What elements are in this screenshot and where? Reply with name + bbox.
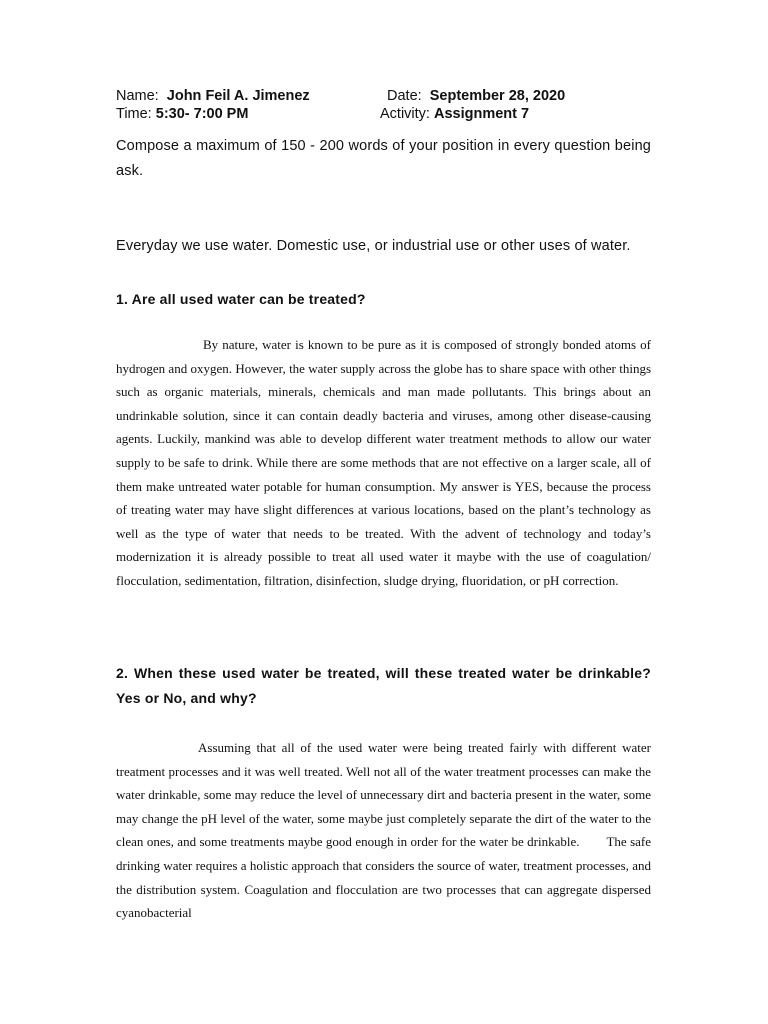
activity-field xyxy=(380,105,529,123)
answer-1-text: By nature, water is known to be pure as it is composed of strongly bonded atoms of hydrogen and oxygen. However, the water supply across the globe has to share space with other things such as organic materials, minerals, chemicals and man made pollutants. This brings about an undrinkable solution, since it can contain deadly bacteria and viruses, among other disease-causing agents. Luckily, mankind was able to develop different water treatment methods to allow our water supply to be safe to drink. While there are some methods that are not effective on a larger scale, all of them make untreated water potable for human consumption. My answer is YES, because the process of treating water may have slight differences at various locations, based on the plant’s technology as well as the type of water that needs to be treated. With the advent of technology and today’s modernization it is already possible to treat all used water it maybe with the use of coagulation/ flocculation, sedimentation, filtration, disinfection, sludge drying, fluoridation, or pH correction. xyxy=(116,337,651,588)
question-1-title: 1. Are all used water can be treated? xyxy=(116,291,366,307)
answer-1 xyxy=(116,333,651,593)
date-label: Date: xyxy=(387,88,422,104)
date-field xyxy=(387,87,565,105)
date-value: September 28, 2020 xyxy=(429,88,566,104)
time-label: Time: xyxy=(116,106,152,122)
context-text: Everyday we use water. Domestic use, or industrial use or other uses of water. xyxy=(116,238,631,254)
name-label: Name: xyxy=(116,88,159,104)
name-value: John Feil A. Jimenez xyxy=(166,88,310,104)
question-2-title: 2. When these used water be treated, will these treated water be drinkable? Yes or No, and why? xyxy=(116,665,651,706)
instruction-text: Compose a maximum of 150 - 200 words of your position in every question being ask. xyxy=(116,138,651,179)
time-value: 5:30- 7:00 PM xyxy=(155,106,249,122)
name-field xyxy=(116,87,310,105)
answer-2 xyxy=(116,736,655,925)
time-field xyxy=(116,105,248,123)
activity-value: Assignment 7 xyxy=(433,106,530,122)
answer-2-text: Assuming that all of the used water were being treated fairly with different water treatment processes and it was well treated. Well not all of the water treatment processes can make the water drinkable, some may reduce the level of unnecessary dirt and bacteria present in the water, some may change the pH level of the water, some maybe just completely separate the dirt of the water to the clean ones, and some treatments maybe good enough in order for the water be drinkable. The safe drinking water requires a holistic approach that considers the source of water, treatment processes, and the distribution system. Coagulation and flocculation are two processes that can aggregate dispersed cyanobacterial xyxy=(116,740,655,921)
activity-label: Activity: xyxy=(380,106,430,122)
